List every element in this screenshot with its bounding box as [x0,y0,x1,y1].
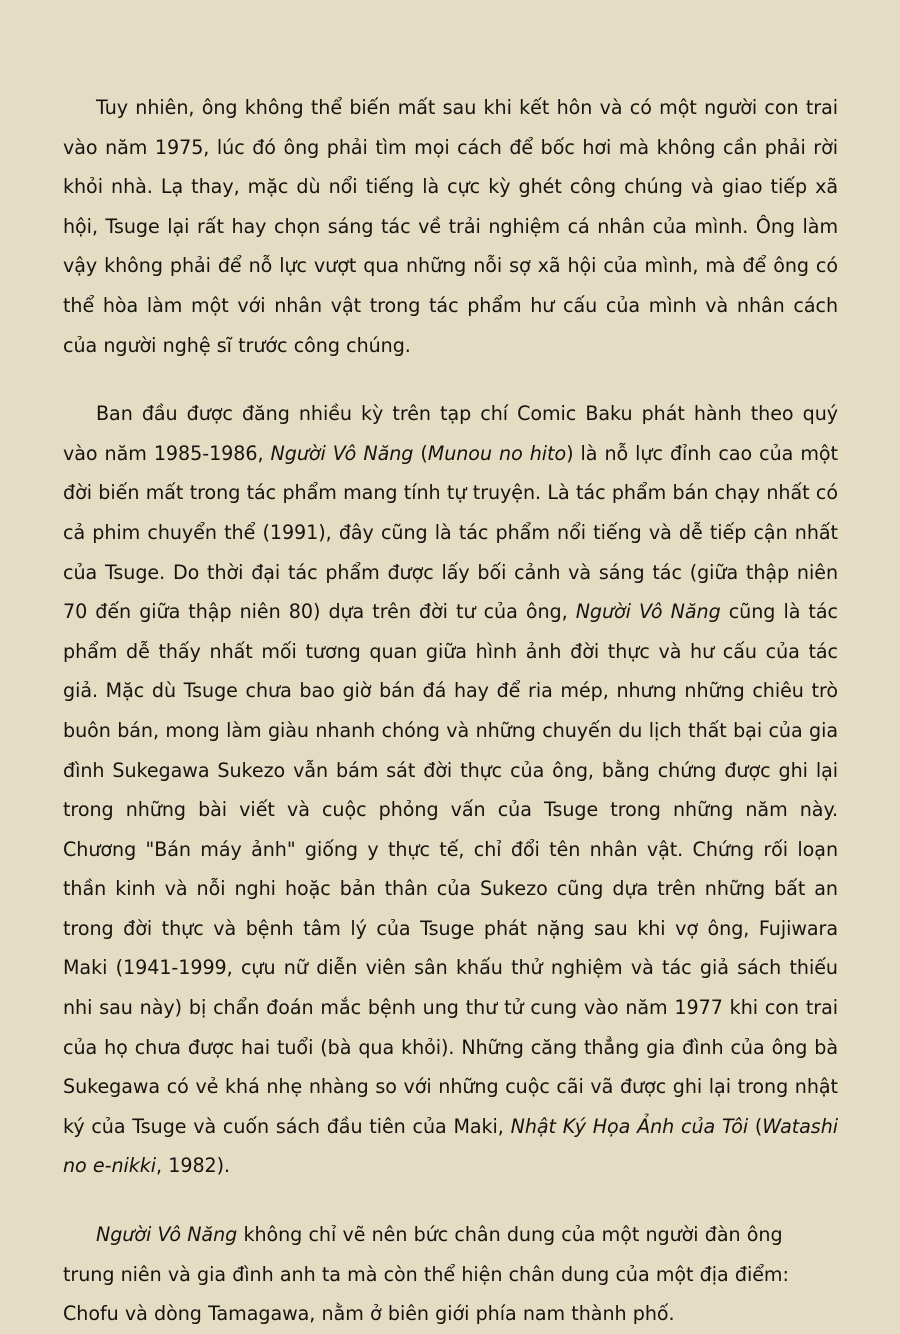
body-text-run: Ban đầu được đăng nhiều kỳ trên tạp chí Comic Baku phát hành theo quý vào năm 1985-1986, [63,402,838,465]
body-text-run: cũng là tác phẩm dễ thấy nhất mối tương quan giữa hình ảnh đời thực và hư cấu của tác giả. Mặc dù Tsuge chưa bao giờ bán đá hay để ria mép, nhưng những chiêu trò buôn bán, mong làm giàu nhanh chóng và những chuyến du lịch thất bại của gia đình Sukegawa Sukezo vẫn bám sát đời thực của ông, bằng chứng được ghi lại trong những bài viết và cuộc phỏng vấn của Tsuge trong những năm này. Chương "Bán máy ảnh" giống y thực tế, chỉ đổi tên nhân vật. Chứng rối loạn thần kinh và nỗi nghi hoặc bản thân của Sukezo cũng dựa trên những bất an trong đời thực và bệnh tâm lý của Tsuge phát nặng sau khi vợ ông, Fujiwara Maki (1941-1999, cựu nữ diễn viên sân khấu thử nghiệm và tác giả sách thiếu nhi sau này) bị chẩn đoán mắc bệnh ung thư tử cung vào năm 1977 khi con trai của họ chưa được hai tuổi (bà qua khỏi). Những căng thẳng gia đình của ông bà Sukegawa có vẻ khá nhẹ nhàng so với những cuộc cãi vã được ghi lại trong nhật ký của Tsuge và cuốn sách đầu tiên của Maki, [63,600,838,1138]
body-text-run: , 1982). [156,1154,231,1178]
body-text-run: ( [748,1114,763,1138]
paragraph [63,394,838,1186]
italic-title-text: Watashi no e-nikki [63,1114,839,1178]
body-text-run: không chỉ vẽ nên bức chân dung của một người đàn ông trung niên và gia đình anh ta mà còn thể hiện chân dung của một địa điểm: Chofu và dòng Tamagawa, nằm ở biên giới phía nam thành phố. [63,1223,789,1326]
italic-title-text: Người Vô Năng [96,1223,238,1247]
italic-title-text: Munou no hito [427,441,567,465]
body-text-run: ) là nỗ lực đỉnh cao của một đời biến mất trong tác phẩm mang tính tự truyện. Là tác phẩm bán chạy nhất có cả phim chuyển thể (1991), đây cũng là tác phẩm nổi tiếng và dễ tiếp cận nhất của Tsuge. Do thời đại tác phẩm được lấy bối cảnh và sáng tác (giữa thập niên 70 đến giữa thập niên 80) dựa trên đời tư của ông, [63,441,838,624]
paragraph [63,1215,838,1334]
italic-title-text: Người Vô Năng [575,600,721,624]
body-text-run: Tuy nhiên, ông không thể biến mất sau khi kết hôn và có một người con trai vào năm 1975, lúc đó ông phải tìm mọi cách để bốc hơi mà không cần phải rời khỏi nhà. Lạ thay, mặc dù nổi tiếng là cực kỳ ghét công chúng và giao tiếp xã hội, Tsuge lại rất hay chọn sáng tác về trải nghiệm cá nhân của mình. Ông làm vậy không phải để nỗ lực vượt qua những nỗi sợ xã hội của mình, mà để ông có thể hòa làm một với nhân vật trong tác phẩm hư cấu của mình và nhân cách của người nghệ sĩ trước công chúng. [63,96,838,357]
body-text-column [63,88,838,1334]
italic-title-text: Người Vô Năng [270,441,414,465]
body-text-run: ( [413,441,428,465]
italic-title-text: Nhật Ký Họa Ảnh của Tôi [510,1114,749,1138]
paragraph [63,88,838,365]
